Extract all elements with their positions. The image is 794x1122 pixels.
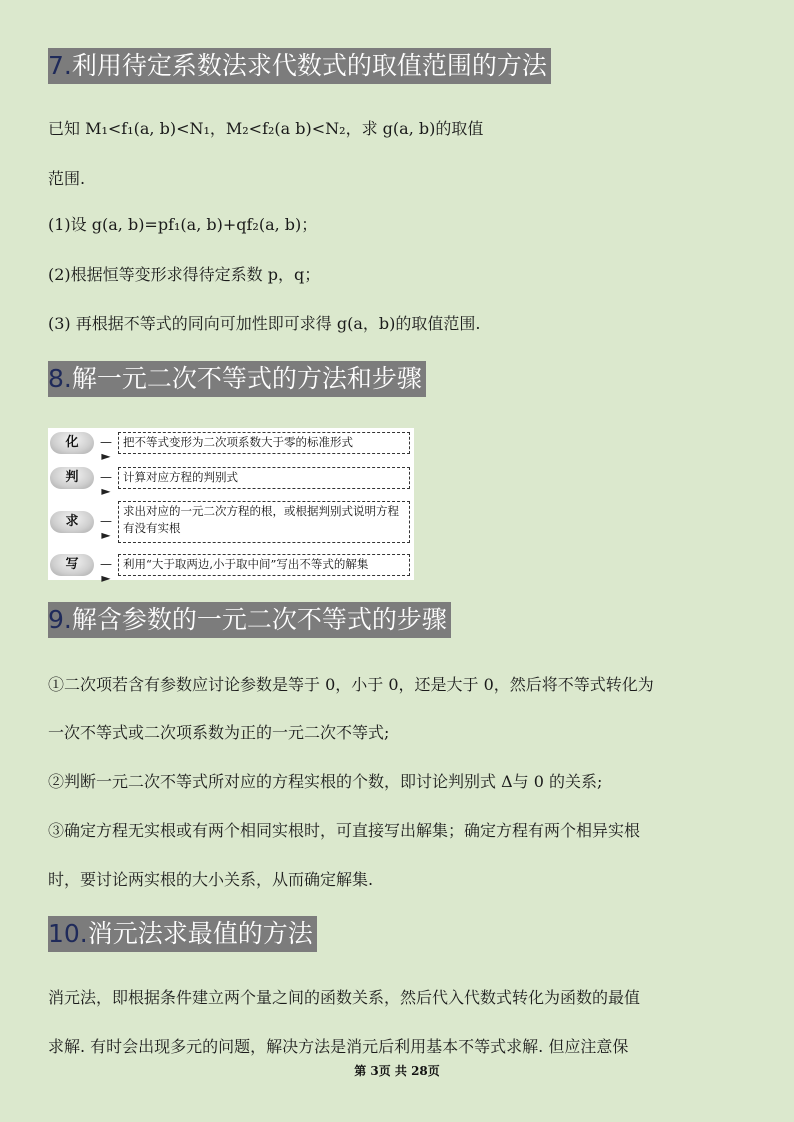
- s9-line-4: ③确定方程无实根或有两个相同实根时，可直接写出解集；确定方程有两个相异实根: [48, 821, 641, 840]
- s10-line-1: 消元法，即根据条件建立两个量之间的函数关系，然后代入代数式转化为函数的最值: [48, 988, 641, 1007]
- section-title: 解含参数的一元二次不等式的步骤: [71, 605, 447, 634]
- s7-line-2: 范围.: [48, 169, 86, 188]
- solution-steps-diagram: [48, 428, 414, 585]
- arrow-icon: —►: [100, 514, 112, 542]
- section-number: 7.: [48, 51, 72, 80]
- s9-line-5: 时，要讨论两实根的大小关系，从而确定解集.: [48, 870, 374, 889]
- s7-step-3: (3) 再根据不等式的同向可加性即可求得 g(a，b)的取值范围.: [48, 314, 481, 333]
- section-title: 利用待定系数法求代数式的取值范围的方法: [71, 51, 547, 80]
- s7-step-2: (2)根据恒等变形求得待定系数 p，q；: [48, 265, 321, 284]
- page-footer: 第 3页 共 28页: [354, 1064, 440, 1078]
- section-8-heading: [48, 361, 426, 397]
- step-key-badge: 写: [50, 554, 94, 576]
- step-key-badge: 求: [50, 511, 94, 533]
- s7-step-1: (1)设 g(a, b)=pf₁(a, b)+qf₂(a, b)；: [48, 215, 318, 234]
- section-7-heading: [48, 48, 551, 84]
- step-text-box: 计算对应方程的判别式: [118, 467, 410, 489]
- section-9-heading: [48, 602, 451, 638]
- section-number: 8.: [48, 364, 72, 393]
- section-number: 9.: [48, 605, 72, 634]
- section-title: 消元法求最值的方法: [87, 919, 313, 948]
- step-key-badge: 化: [50, 432, 94, 454]
- s9-line-2: 一次不等式或二次项系数为正的一元二次不等式;: [48, 723, 390, 742]
- s9-line-1: ①二次项若含有参数应讨论参数是等于 0，小于 0，还是大于 0，然后将不等式转化为: [48, 675, 654, 694]
- arrow-icon: —►: [100, 470, 112, 498]
- section-number: 10.: [48, 919, 88, 948]
- s10-line-2: 求解. 有时会出现多元的问题，解决方法是消元后利用基本不等式求解. 但应注意保: [48, 1037, 629, 1056]
- s9-line-3: ②判断一元二次不等式所对应的方程实根的个数，即讨论判别式 Δ与 0 的关系;: [48, 772, 603, 791]
- step-text-box: 求出对应的一元二次方程的根，或根据判别式说明方程有没有实根: [118, 501, 410, 543]
- arrow-icon: —►: [100, 557, 112, 585]
- arrow-icon: —►: [100, 435, 112, 463]
- step-text-box: 把不等式变形为二次项系数大于零的标准形式: [118, 432, 410, 454]
- section-title: 解一元二次不等式的方法和步骤: [71, 364, 422, 393]
- s7-line-1: 已知 M₁<f₁(a, b)<N₁，M₂<f₂(a b)<N₂，求 g(a, b)的取值: [48, 119, 484, 138]
- section-10-heading: [48, 916, 317, 952]
- step-text-box: 利用“大于取两边,小于取中间”写出不等式的解集: [118, 554, 410, 576]
- step-key-badge: 判: [50, 467, 94, 489]
